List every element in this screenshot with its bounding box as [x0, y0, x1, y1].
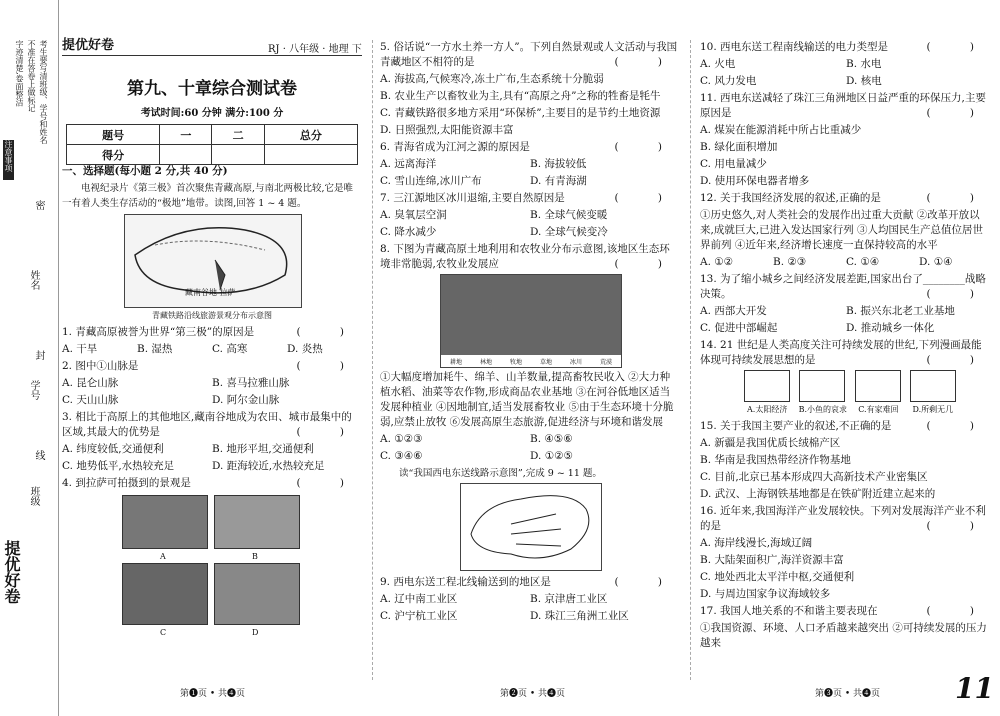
option[interactable]: B. 振兴东北老工业基地: [846, 305, 955, 317]
question-stem: 16. 近年来,我国海洋产业发展较快。下列对发展海洋产业不利的是: [700, 505, 986, 532]
score-header: 题号: [67, 125, 160, 145]
notice-line: 字迹清楚,卷面整洁: [15, 40, 24, 107]
option[interactable]: A. 干旱: [62, 343, 98, 355]
map-caption: 青藏铁路沿线旅游景观分布示意图: [152, 311, 272, 320]
option[interactable]: C. 风力发电: [700, 75, 757, 87]
option[interactable]: B. ④⑤⑥: [530, 433, 573, 445]
option[interactable]: D. 距海较近,水热较充足: [212, 460, 325, 472]
option[interactable]: C. 青藏铁路很多地方采用“环保桥”,主要目的是节约土地资源: [380, 107, 661, 119]
column-divider: [690, 40, 691, 680]
question-8: [380, 242, 680, 272]
question-17: [700, 604, 992, 619]
question-13: [700, 272, 992, 302]
option[interactable]: C. 天山山脉: [62, 394, 119, 406]
score-header: 一: [160, 125, 212, 145]
photo-grid: [122, 493, 362, 643]
section-heading: 一、选择题(每小题 2 分,共 40 分): [62, 165, 228, 177]
cartoon-c[interactable]: [855, 370, 901, 417]
photo-d: [214, 563, 300, 625]
railway-map: [124, 214, 302, 308]
question-stem: 2. 图中①山脉是: [62, 360, 139, 372]
question-body: ①我国资源、环境、人口矛盾越来越突出 ②可持续发展的压力越来: [700, 622, 987, 649]
answer-bracket[interactable]: ( ): [296, 477, 362, 489]
option[interactable]: C. 目前,北京已基本形成四大高新技术产业密集区: [700, 471, 928, 483]
score-cell[interactable]: [264, 145, 357, 165]
notice-line: 不准在答卷上做标记: [27, 40, 36, 112]
answer-bracket[interactable]: ( ): [926, 354, 992, 366]
option[interactable]: A. ①②: [700, 256, 734, 268]
land-use-map: [440, 274, 622, 368]
exam-info: 考试时间:60 分钟 满分:100 分: [140, 108, 284, 119]
option[interactable]: A. 纬度较低,交通便利: [62, 443, 164, 455]
option[interactable]: D. 有青海湖: [530, 175, 587, 187]
answer-bracket[interactable]: ( ): [614, 192, 680, 204]
answer-bracket[interactable]: ( ): [614, 56, 680, 68]
question-5: [380, 40, 680, 70]
name-label: 姓名: [28, 270, 39, 290]
column-3: [700, 40, 992, 653]
question-stem: 11. 西电东送减轻了珠江三角洲地区日益严重的环保压力,主要原因是: [700, 92, 986, 119]
question-stem: 4. 到拉萨可拍摄到的景观是: [62, 477, 191, 489]
header-logo: 提优好卷: [62, 38, 115, 53]
photo-c: [122, 563, 208, 625]
option[interactable]: A. 新疆是我国优质长绒棉产区: [700, 437, 841, 449]
option[interactable]: B. 绿化面积增加: [700, 141, 778, 153]
legend-item: 荒漠: [599, 359, 612, 366]
cartoon-b[interactable]: [799, 370, 847, 417]
score-table: [66, 124, 358, 165]
option[interactable]: D. 武汉、上海钢铁基地都是在铁矿附近建立起来的: [700, 488, 936, 500]
option[interactable]: A. 昆仑山脉: [62, 377, 119, 389]
cartoon-label: A.太阳经济: [747, 405, 788, 414]
legend-item: 林地: [479, 359, 492, 366]
answer-bracket[interactable]: ( ): [614, 576, 680, 588]
question-stem: 3. 相比于高原上的其他地区,藏南谷地成为农田、城市最集中的区域,其最大的优势是: [62, 411, 352, 438]
power-map: [460, 483, 602, 571]
page-footer: 第❸页 • 共❹页: [815, 689, 881, 699]
legend-item: 草地: [539, 359, 552, 366]
answer-bracket[interactable]: ( ): [926, 605, 992, 617]
option[interactable]: C. ③④⑥: [380, 450, 423, 462]
option[interactable]: A. 西部大开发: [700, 305, 767, 317]
option[interactable]: D. 与周边国家争议海域较多: [700, 588, 831, 600]
option[interactable]: D. 推动城乡一体化: [846, 322, 935, 334]
option[interactable]: C. 高寒: [212, 343, 248, 355]
cartoon-label: C.有家难回: [858, 405, 899, 414]
page-footer: 第❶页 • 共❹页: [180, 689, 246, 699]
option[interactable]: C. 促进中部崛起: [700, 322, 778, 334]
options: [62, 342, 362, 357]
question-12: [700, 191, 992, 206]
brand-logo: 提优好卷: [2, 540, 21, 604]
score-cell[interactable]: [212, 145, 264, 165]
option[interactable]: A. 远离海洋: [380, 158, 437, 170]
photo-label: B: [252, 552, 258, 561]
option[interactable]: C. 地势低平,水热较充足: [62, 460, 175, 472]
photo-label: C: [160, 628, 167, 637]
answer-bracket[interactable]: ( ): [296, 326, 362, 338]
header-rule: [62, 55, 362, 56]
question-11: [700, 91, 992, 121]
question-stem: 6. 青海省成为江河之源的原因是: [380, 141, 530, 153]
photo-b: [214, 495, 300, 549]
score-header: 二: [212, 125, 264, 145]
option[interactable]: C. 雪山连绵,冰川广布: [380, 175, 482, 187]
question-stem: 7. 三江源地区冰川退缩,主要自然原因是: [380, 192, 565, 204]
score-cell[interactable]: [160, 145, 212, 165]
answer-bracket[interactable]: ( ): [926, 420, 992, 432]
question-3: [62, 410, 362, 440]
photo-a: [122, 495, 208, 549]
question-1: [62, 325, 362, 340]
option[interactable]: B. 水电: [846, 58, 882, 70]
seal-char: 密: [33, 200, 44, 210]
option[interactable]: D. 炎热: [287, 343, 323, 355]
photo-label: A: [160, 552, 166, 561]
column-divider: [372, 40, 373, 680]
column-1: [62, 164, 362, 643]
answer-bracket[interactable]: ( ): [926, 288, 992, 300]
power-map-svg: [461, 484, 601, 570]
map-label: 藏南谷地 拉萨: [185, 288, 236, 297]
number-label: 学号: [28, 380, 39, 400]
map-legend: [441, 355, 621, 367]
page-title: 第九、十章综合测试卷: [127, 79, 297, 99]
option[interactable]: D. ①②⑤: [530, 450, 573, 462]
notice-title: 注意事项: [3, 140, 14, 180]
question-body: ①历史悠久,对人类社会的发展作出过重大贡献 ②改革开放以来,成就巨大,已进入发达国家行列 ③人均国民生产总值位居世界前列 ④近年来,经济增长速度一直保持较高的水平: [700, 209, 984, 251]
question-15: [700, 419, 992, 434]
cartoon-row: [740, 370, 960, 417]
answer-bracket[interactable]: ( ): [614, 141, 680, 153]
option[interactable]: A. 火电: [700, 58, 736, 70]
seal-char: 线: [33, 450, 44, 460]
question-stem: 13. 为了缩小城乡之间经济发展差距,国家出台了________战略决策。: [700, 273, 986, 300]
question-4: [62, 476, 362, 491]
answer-bracket[interactable]: ( ): [926, 520, 992, 532]
score-header: 总分: [264, 125, 357, 145]
answer-bracket[interactable]: ( ): [926, 192, 992, 204]
option[interactable]: A. 煤炭在能源消耗中所占比重减少: [700, 124, 862, 136]
option[interactable]: D. 全球气候变冷: [530, 226, 608, 238]
score-label: 得分: [67, 145, 160, 165]
option[interactable]: C. ①④: [846, 256, 880, 268]
intro-text: 电视纪录片《第三极》首次聚焦青藏高原,与南北两极比较,它是唯一有着人类生存活动的“极地”地带。读图,回答 1 ~ 4 题。: [62, 183, 354, 209]
option[interactable]: B. ②③: [773, 256, 807, 268]
option[interactable]: C. 沪宁杭工业区: [380, 610, 458, 622]
option[interactable]: D. 核电: [846, 75, 882, 87]
question-14: [700, 338, 992, 368]
option[interactable]: B. 华南是我国热带经济作物基地: [700, 454, 851, 466]
legend-item: 耕地: [449, 359, 462, 366]
question-stem: 17. 我国人地关系的不和谐主要表现在: [700, 605, 878, 617]
option[interactable]: A. ①②③: [380, 433, 423, 445]
cartoon-label: D.所剩无几: [912, 405, 954, 414]
option[interactable]: A. 海拔高,气候寒冷,冻土广布,生态系统十分脆弱: [380, 73, 604, 85]
question-stem: 10. 西电东送工程南线输送的电力类型是: [700, 41, 889, 53]
notice-line: 考生要写清班级、学号和姓名: [39, 40, 48, 144]
class-label: 班级: [28, 486, 39, 506]
option[interactable]: D. ①④: [919, 256, 953, 268]
page-footer: 第❷页 • 共❹页: [500, 689, 566, 699]
cartoon-label: B.小鱼的哀求: [798, 405, 847, 414]
header-series: RJ · 八年级 · 地理 下: [268, 44, 362, 55]
question-stem: 8. 下图为青藏高原土地利用和农牧业分布示意图,该地区生态环境非常脆弱,农牧业发展应: [380, 243, 670, 270]
column-2: [380, 40, 680, 626]
option[interactable]: B. 海拔较低: [530, 158, 587, 170]
answer-bracket[interactable]: ( ): [926, 107, 992, 119]
answer-bracket[interactable]: ( ): [296, 426, 362, 438]
intro-text: 读“我国西电东送线路示意图”,完成 9 ~ 11 题。: [399, 468, 602, 479]
question-stem: 14. 21 世纪是人类高度关注可持续发展的世纪,下列漫画最能体现可持续发展思想的是: [700, 339, 982, 366]
legend-item: 牧地: [509, 359, 522, 366]
binding-sidebar: [0, 0, 59, 716]
question-2: [62, 359, 362, 374]
question-7: [380, 191, 680, 206]
option[interactable]: B. 喜马拉雅山脉: [212, 377, 290, 389]
option[interactable]: B. 农业生产以畜牧业为主,具有“高原之舟”之称的牲畜是牦牛: [380, 90, 661, 102]
option[interactable]: C. 地处西北太平洋中枢,交通便利: [700, 571, 855, 583]
cartoon-d[interactable]: [910, 370, 956, 417]
option[interactable]: D. 使用环保电器者增多: [700, 175, 810, 187]
option[interactable]: A. 海岸线漫长,海域辽阔: [700, 537, 813, 549]
question-6: [380, 140, 680, 155]
question-stem: 12. 关于我国经济发展的叙述,正确的是: [700, 192, 881, 204]
legend-item: 冰川: [569, 359, 582, 366]
seal-char: 封: [33, 350, 44, 360]
question-body: ①大幅度增加耗牛、绵羊、山羊数量,提高畜牧民收入 ②大力种植水稻、油菜等农作物,形成商品农业基地 ③在河谷低地区适当发展种植业 ④因地制宜,适当发展畜牧业 ⑤由于生态环境十分脆弱,应禁止放牧 ⑥发展高原生态旅游,促进经济与环境和谐发展: [380, 371, 674, 428]
photo-label: D: [252, 628, 259, 637]
answer-bracket[interactable]: ( ): [614, 258, 680, 270]
option[interactable]: A. 辽中南工业区: [380, 593, 458, 605]
answer-bracket[interactable]: ( ): [296, 360, 362, 372]
option[interactable]: A. 臭氧层空洞: [380, 209, 447, 221]
page-number: 11: [955, 672, 994, 705]
option[interactable]: B. 京津唐工业区: [530, 593, 608, 605]
question-stem: 9. 西电东送工程北线输送到的地区是: [380, 576, 551, 588]
question-16: [700, 504, 992, 534]
option[interactable]: D. 日照强烈,太阳能资源丰富: [380, 124, 514, 136]
option[interactable]: B. 大陆架面积广,海洋资源丰富: [700, 554, 844, 566]
question-9: [380, 575, 680, 590]
option[interactable]: C. 降水减少: [380, 226, 437, 238]
option[interactable]: C. 用电量减少: [700, 158, 767, 170]
question-stem: 15. 关于我国主要产业的叙述,不正确的是: [700, 420, 892, 432]
question-stem: 5. 俗话说“一方水土养一方人”。下列自然景观或人文活动与我国青藏地区不相符的是: [380, 41, 678, 68]
option[interactable]: D. 阿尔金山脉: [212, 394, 280, 406]
question-stem: 1. 青藏高原被誉为世界“第三极”的原因是: [62, 326, 255, 338]
cartoon-a[interactable]: [744, 370, 790, 417]
option[interactable]: B. 湿热: [137, 343, 173, 355]
answer-bracket[interactable]: ( ): [926, 41, 992, 53]
option[interactable]: B. 地形平坦,交通便利: [212, 443, 314, 455]
question-10: [700, 40, 992, 55]
option[interactable]: D. 珠江三角洲工业区: [530, 610, 629, 622]
option[interactable]: B. 全球气候变暖: [530, 209, 608, 221]
